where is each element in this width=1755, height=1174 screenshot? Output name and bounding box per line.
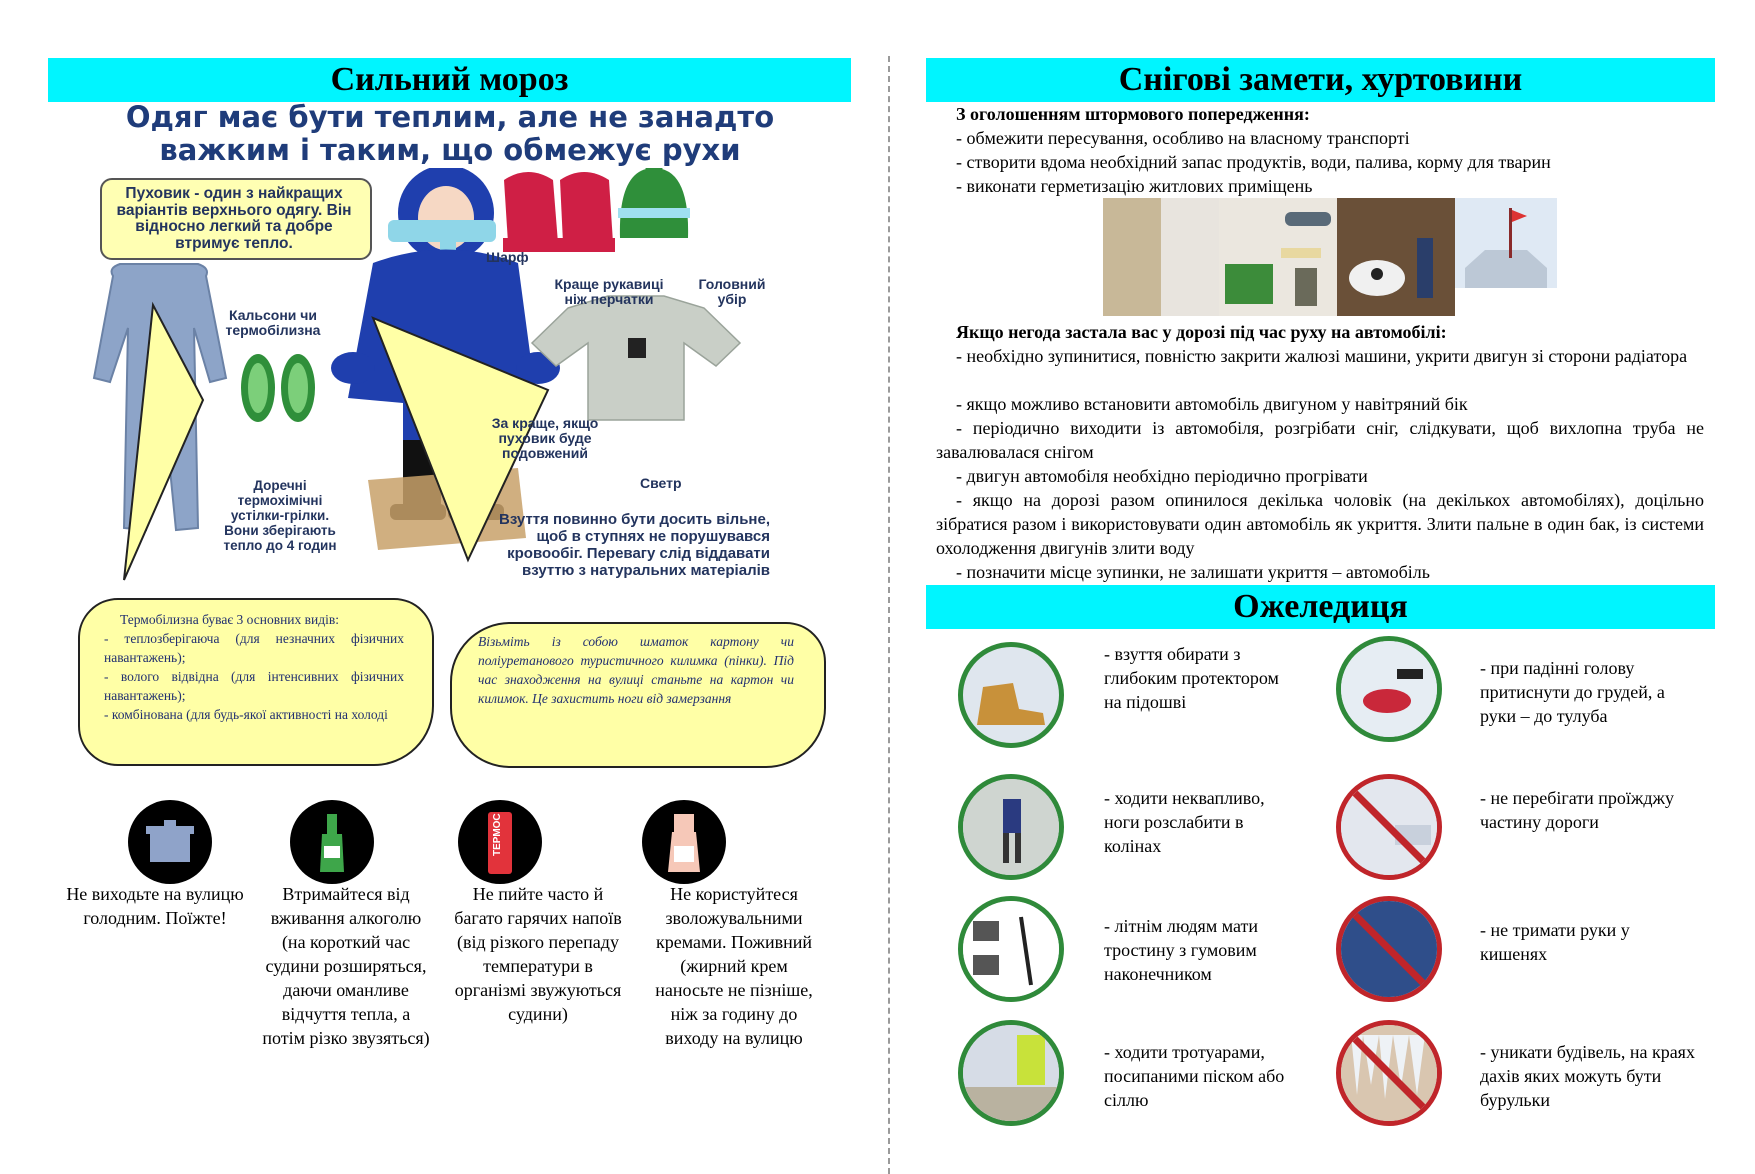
ice-tip-icicles: - уникати будівель, на краях дахів яких можуть бути бурульки [1480, 1042, 1695, 1110]
long-johns-label: Кальсони чи термобілизна [225, 307, 321, 338]
clothing-headline-2: важким і таким, що обмежує рухи [159, 133, 741, 167]
mittens-label: Краще рукавиці ніж перчатки [554, 276, 664, 307]
tip-avoid-alcohol: Втримайтеся від вживання алкоголю (на короткий час судини розширяться, даючи оманливе відчуття тепла, а потім різко звузяться) [262, 884, 430, 1048]
no-running-road-icon [1336, 774, 1442, 880]
tip-dont-go-hungry: Не виходьте на вулицю голодним. Поїжте! [66, 884, 244, 928]
ice-tip-sidewalks: - ходити тротуарами, посипаними піском або сіллю [1104, 1042, 1285, 1110]
cardboard-tip-text: Візьміть із собою шматок картону чи поліуретанового туристичного килимка (пінки). Під час знаходження на вулиці станьте на картон чи килимок. Це захистить ноги від замерзання [478, 634, 794, 706]
longer-jacket-label: За краще, якщо пуховик буде подовжений [491, 415, 599, 461]
storm-item-1: - обмежити пересування, особливо на власному транспорті [956, 128, 1410, 148]
photo-livestock [1337, 198, 1455, 316]
hat-label: Головний убір [698, 276, 766, 307]
page-divider [888, 56, 890, 1174]
photo-radio [1161, 198, 1219, 316]
tip-creams: Не користуйтеся зволожувальними кремами. Поживний (жирний крем наносьте не пізніше, ніж за годину до виходу на вулицю [655, 884, 813, 1048]
insoles-figure [241, 354, 315, 422]
footwear-label: Взуття повинно бути досить вільне, щоб в ступнях не порушувався кровообіг. Перевагу слід віддавати взуттю з натуральних матеріалів [499, 511, 770, 579]
clothing-headline-1: Одяг має бути теплим, але не занадто [125, 100, 775, 134]
thermos-icon [458, 800, 542, 884]
road-item-1: - необхідно зупинитися, повністю закрити жалюзі машини, укрити двигун зі сторони радіатора [956, 346, 1688, 366]
bottle-icon [290, 800, 374, 884]
thermal-type-1: - теплозберігаюча (для незначних фізичних навантажень); [104, 631, 404, 665]
scarf-label: Шарф [486, 249, 529, 265]
boots-icon [958, 642, 1064, 748]
ice-tip-falling: - при падінні голову притиснути до грудей, а руки – до тулуба [1480, 658, 1665, 726]
sweater-label: Светр [640, 475, 682, 491]
no-hands-in-pockets-icon [1336, 896, 1442, 1002]
photo-supplies [1103, 198, 1161, 316]
no-icicles-icon [1336, 1020, 1442, 1126]
ice-tip-cane: - літнім людям мати тростину з гумовим наконечником [1104, 916, 1259, 984]
thermal-types-heading: Термобілизна буває 3 основних видів: [120, 612, 339, 627]
frost-banner [48, 58, 851, 102]
puffer-callout-text: Пуховик - один з найкращих варіантів верхнього одягу. Він відносно легкий та добре втримує тепло. [116, 185, 352, 252]
ice-title: Ожеледиця [1233, 588, 1408, 625]
insoles-label: Доречні термохімічні устілки-грілки. Вони зберігають тепло до 4 годин [223, 478, 337, 553]
walking-person-icon [958, 774, 1064, 880]
cane-icon [958, 896, 1064, 1002]
sweater-figure [532, 296, 740, 420]
cream-jar-icon [642, 800, 726, 884]
storm-item-3: - виконати герметизацію житлових приміщень [956, 176, 1313, 196]
thermal-type-3: - комбінована (для будь-якої активності на холоді [104, 707, 388, 722]
falling-person-icon [1336, 636, 1442, 742]
ice-banner [926, 585, 1715, 629]
thermos-label: ТЕРМОС [492, 813, 503, 856]
hat-figure [618, 168, 690, 238]
frost-title: Сильний мороз [330, 61, 569, 98]
ice-tip-hands: - не тримати руки у кишенях [1480, 920, 1630, 964]
road-item-4: - двигун автомобіля необхідно періодично прогрівати [956, 466, 1368, 486]
photo-snowed-car [1455, 198, 1557, 316]
sanded-sidewalk-icon [958, 1020, 1064, 1126]
road-item-6: - позначити місце зупинки, не залишати укриття – автомобіль [956, 562, 1430, 582]
road-item-2: - якщо можливо встановити автомобіль двигуном у навітряний бік [956, 394, 1468, 414]
storm-item-2: - створити вдома необхідний запас продуктів, води, палива, корму для тварин [956, 152, 1551, 172]
thermal-types-text [104, 610, 404, 724]
snow-title: Снігові замети, хуртовини [1118, 61, 1523, 98]
road-item-3: - періодично виходити із автомобіля, розгрібати сніг, слідкувати, щоб вихлопна труба не завалювалася снігом [936, 418, 1704, 462]
thermal-type-2: - волого відвідна (для інтенсивних фізичних навантажень); [104, 669, 404, 703]
ice-tip-walk-slowly: - ходити неквапливо, ноги розслабити в колінах [1104, 788, 1265, 856]
storm-heading: З оголошенням штормового попередження: [956, 104, 1310, 124]
tip-hot-drinks: Не пийте часто й багато гарячих напоїв (від різкого перепаду температури в організмі звужуються судини) [454, 884, 622, 1024]
ice-tip-no-running: - не перебігати проїжджу частину дороги [1480, 788, 1674, 832]
ice-tip-boots: - взуття обирати з глибоким протектором на підошві [1104, 644, 1279, 712]
road-heading: Якщо негода застала вас у дорозі під час руху на автомобілі: [956, 322, 1447, 342]
road-item-5: - якщо на дорозі разом опинилося декілька чоловік (на декількох автомобілях), доцільно зібратися разом і використовувати один автомобіль як укриття. Злити пальне в один бак, із системи охолодження двигунів злити воду [936, 490, 1704, 558]
photo-lantern [1219, 198, 1337, 316]
mittens-figure [503, 172, 615, 252]
pot-icon [128, 800, 212, 884]
snow-banner [926, 58, 1715, 102]
